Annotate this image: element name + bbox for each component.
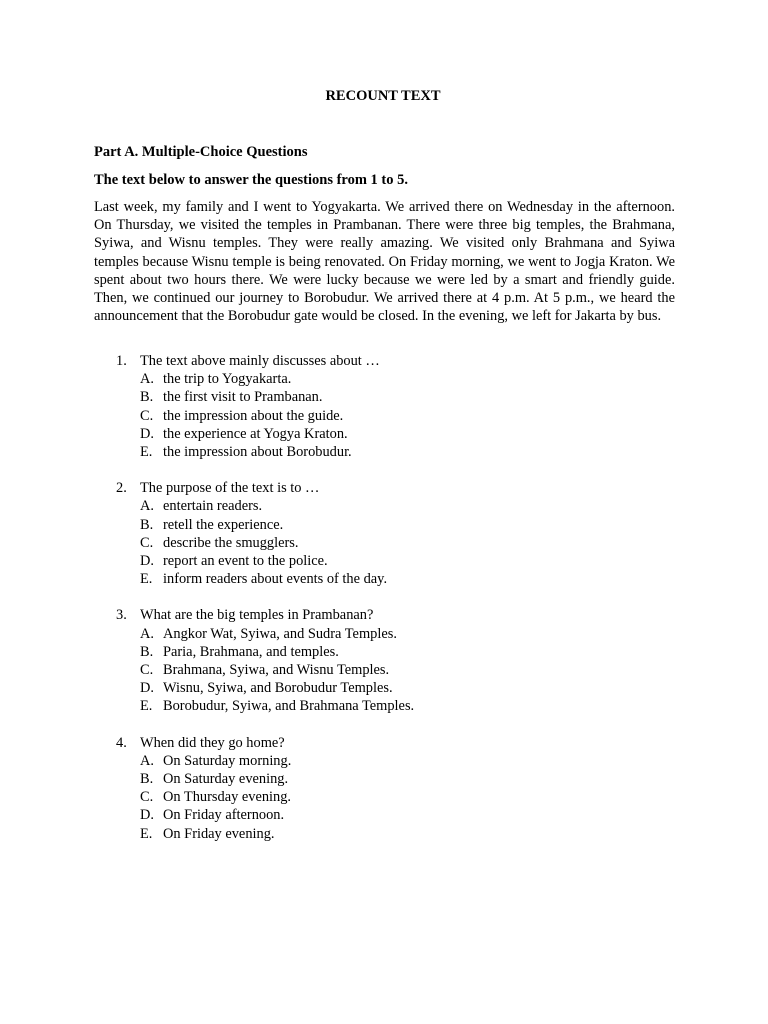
option-letter: E. [140,825,153,842]
question-number: 3. [116,607,127,624]
option-letter: E. [140,571,153,588]
option-text: the experience at Yogya Kraton. [163,425,348,442]
option-text: entertain readers. [163,498,263,515]
answer-option-b [140,516,676,534]
question-stem [116,606,676,624]
option-text: Borobudur, Syiwa, and Brahmana Temples. [163,698,415,715]
answer-option-b [140,388,676,406]
answer-option-d [140,679,676,697]
option-letter: B. [140,516,154,533]
question-text: The purpose of the text is to … [140,480,320,497]
answer-option-e [140,825,676,843]
option-letter: D. [140,553,154,570]
option-text: Wisnu, Syiwa, and Borobudur Temples. [163,680,393,697]
option-letter: C. [140,534,154,551]
option-text: On Friday evening. [163,825,275,842]
option-text: inform readers about events of the day. [163,571,388,588]
reading-passage: Last week, my family and I went to Yogyakarta. We arrived there on Wednesday in the afternoon. On Thursday, we visited the temples in Prambanan. There were three big temples, the Brahmana, Syiwa, and Wisnu temples. They were really amazing. We visited only Brahmana and Syiwa temples because Wisnu temple is being renovated. On Friday morning, we went to Jogja Kraton. We spent about two hours there. We were lucky because we were led by a smart and friendly guide. Then, we continued our journey to Borobudur. We arrived there at 4 p.m. At 5 p.m., we heard the announcement that the Borobudur gate would be closed. In the evening, we left for Jakarta by bus. [94,199,675,325]
option-text: the impression about Borobudur. [163,444,352,461]
option-letter: D. [140,807,154,824]
option-letter: D. [140,680,154,697]
option-text: On Saturday evening. [163,771,289,788]
option-letter: B. [140,643,154,660]
answer-option-a [140,497,676,515]
question-number: 2. [116,480,127,497]
answer-option-c [140,661,676,679]
option-letter: C. [140,407,154,424]
question-text: When did they go home? [140,734,285,751]
instruction-text: The text below to answer the questions from 1 to 5. [94,172,409,188]
answer-option-a [140,370,676,388]
option-letter: B. [140,771,154,788]
option-letter: A. [140,625,154,642]
option-text: On Saturday morning. [163,752,292,769]
answer-option-c [140,788,676,806]
answer-option-d [140,806,676,824]
option-letter: C. [140,789,154,806]
option-letter: B. [140,389,154,406]
answer-option-e [140,570,676,588]
option-text: report an event to the police. [163,553,328,570]
question-stem [116,734,676,752]
question-number: 4. [116,734,127,751]
question-3 [116,606,676,715]
option-text: describe the smugglers. [163,534,299,551]
question-text: The text above mainly discusses about … [140,353,380,369]
option-letter: A. [140,498,154,515]
answer-option-c [140,534,676,552]
answer-option-c [140,407,676,425]
option-letter: E. [140,444,153,461]
document-title: RECOUNT TEXT [325,88,441,104]
option-letter: A. [140,752,154,769]
option-text: the first visit to Prambanan. [163,389,323,406]
option-letter: E. [140,698,153,715]
option-text: Paria, Brahmana, and temples. [163,643,339,660]
option-text: On Thursday evening. [163,789,292,806]
option-letter: A. [140,371,154,388]
answer-option-e [140,697,676,715]
answer-option-a [140,625,676,643]
question-stem [116,479,676,497]
option-letter: C. [140,662,154,679]
answer-option-d [140,552,676,570]
option-text: On Friday afternoon. [163,807,285,824]
answer-option-d [140,425,676,443]
option-text: Angkor Wat, Syiwa, and Sudra Temples. [163,625,397,642]
option-text: the impression about the guide. [163,407,344,424]
option-text: Brahmana, Syiwa, and Wisnu Temples. [163,662,390,679]
section-title: Part A. Multiple-Choice Questions [94,144,308,160]
answer-option-a [140,752,676,770]
option-text: retell the experience. [163,516,284,533]
answer-option-e [140,443,676,461]
answer-option-b [140,770,676,788]
option-letter: D. [140,425,154,442]
question-list [116,352,676,861]
question-2 [116,479,676,588]
question-stem [116,352,676,370]
question-1 [116,352,676,461]
question-number: 1. [116,353,127,369]
question-text: What are the big temples in Prambanan? [140,607,374,624]
answer-option-b [140,643,676,661]
option-text: the trip to Yogyakarta. [163,371,292,388]
question-4 [116,734,676,843]
